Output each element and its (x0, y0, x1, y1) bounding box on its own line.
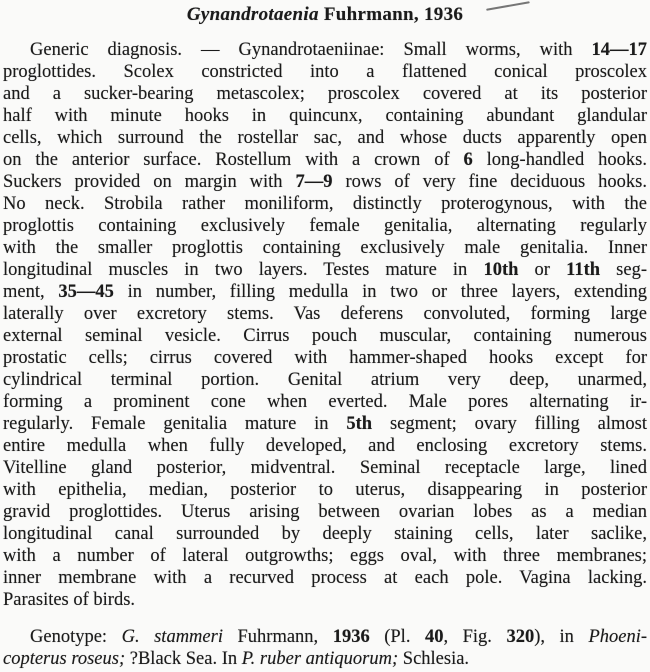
text-line (3, 215, 647, 237)
text-segment: longitudinal canal surrounded by deeply staining cells, later saclike, (3, 524, 647, 544)
text-line (3, 303, 647, 325)
text-segment: 7—9 (295, 172, 333, 192)
text-segment: prostatic cells; cirrus covered with hammer-shaped hooks except for (3, 348, 647, 368)
text-segment: with the smaller proglottis containing exclusively male genitalia. Inner (3, 238, 647, 258)
text-segment: and a sucker-bearing metascolex; proscolex covered at its posterior (3, 84, 647, 104)
text-segment: Parasites of birds. (3, 590, 136, 610)
text-segment: segment; ovary filling almost (372, 414, 647, 434)
text-line (3, 61, 647, 83)
text-segment: ?Black Sea. In (125, 649, 242, 669)
text-segment: proglottides. Scolex constricted into a flattened conical proscolex (3, 62, 647, 82)
text-segment: Gynandrotaenia (186, 4, 319, 25)
text-segment: regularly. Female genitalia mature in (3, 414, 347, 434)
text-line (3, 171, 647, 193)
text-segment: 6 (463, 150, 473, 170)
text-segment: 1936 (423, 4, 464, 25)
text-line (3, 413, 647, 435)
text-line (3, 626, 647, 648)
text-line (3, 391, 647, 413)
text-segment: external seminal vesicle. Cirrus pouch muscular, containing numerous (3, 326, 647, 346)
paragraph-genotype (3, 626, 647, 670)
text-segment: copterus roseus; (3, 649, 126, 669)
text-line (3, 39, 647, 61)
text-line (3, 567, 647, 589)
text-segment: cells, which surround the rostellar sac, and whose ducts apparently open (3, 128, 647, 148)
text-line (3, 127, 647, 149)
text-line (3, 457, 647, 479)
text-segment: Phoeni- (588, 627, 647, 647)
text-segment: No neck. Strobila rather moniliform, distinctly proterogynous, with the (3, 194, 647, 214)
text-line (3, 325, 647, 347)
text-segment: inner membrane with a recurved process at each pole. Vagina lacking. (3, 568, 647, 588)
page-title (3, 4, 647, 26)
text-line (3, 589, 647, 611)
text-segment: gravid proglottides. Uterus arising between ovarian lobes as a median (3, 502, 647, 522)
text-line (3, 105, 647, 127)
text-line (3, 193, 647, 215)
text-segment: 10th (483, 260, 519, 280)
text-segment: ), in (534, 627, 589, 647)
text-line (3, 501, 647, 523)
text-line (3, 149, 647, 171)
text-segment: entire medulla when fully developed, and enclosing excretory stems. (3, 436, 647, 456)
text-segment: 5th (346, 414, 373, 434)
paragraph-generic-diagnosis (3, 39, 647, 611)
text-segment: longitudinal muscles in two layers. Testes mature in (3, 260, 484, 280)
text-line (3, 523, 647, 545)
text-segment: on the anterior surface. Rostellum with a crown of (3, 150, 464, 170)
text-segment: cylindrical terminal portion. Genital atrium very deep, unarmed, (3, 370, 647, 390)
text-segment: 14—17 (591, 40, 647, 60)
text-segment: proglottis containing exclusively female genitalia, alternating regularly (3, 216, 647, 236)
text-line (3, 648, 647, 670)
text-segment: in number, filling medulla in two or three layers, extending (113, 282, 647, 302)
text-line (3, 281, 647, 303)
text-segment: seg- (600, 260, 647, 280)
text-segment: 35—45 (58, 282, 114, 302)
text-segment: half with minute hooks in quincunx, containing abundant glandular (3, 106, 647, 126)
text-segment: or (518, 260, 567, 280)
text-line (3, 545, 647, 567)
text-segment: Vitelline gland posterior, midventral. Seminal receptacle large, lined (3, 458, 647, 478)
text-segment: with epithelia, median, posterior to uterus, disappearing in posterior (3, 480, 647, 500)
text-line (3, 479, 647, 501)
text-line (3, 347, 647, 369)
text-segment: 320 (506, 627, 535, 647)
text-segment: Fuhrmann, (222, 627, 333, 647)
text-segment: forming a prominent cone when everted. Male pores alternating ir- (3, 392, 647, 412)
text-segment: Generic diagnosis. — Gynandrotaeniinae: Small worms, with (30, 40, 592, 60)
text-segment: Fuhrmann, (318, 4, 424, 25)
text-line (3, 369, 647, 391)
text-segment: 1936 (332, 627, 370, 647)
text-segment: (Pl. (369, 627, 425, 647)
text-segment: , Fig. (443, 627, 507, 647)
text-segment: rows of very fine deciduous hooks. (332, 172, 647, 192)
text-segment: Suckers provided on margin with (3, 172, 296, 192)
text-line (3, 435, 647, 457)
text-line (3, 259, 647, 281)
text-segment: 11th (566, 260, 601, 280)
text-line (3, 237, 647, 259)
text-segment: with a number of lateral outgrowths; eggs oval, with three membranes; (3, 546, 647, 566)
text-segment: P. ruber antiquorum; (241, 649, 399, 669)
text-segment: Genotype: (30, 627, 122, 647)
text-segment: Schlesia. (398, 649, 470, 669)
text-segment: G. stammeri (121, 627, 223, 647)
text-segment: 40 (424, 627, 444, 647)
text-line (3, 83, 647, 105)
text-segment: long-handled hooks. (472, 150, 647, 170)
text-segment: ment, (3, 282, 59, 302)
text-segment: laterally over excretory stems. Vas deferens convoluted, forming large (3, 304, 647, 324)
